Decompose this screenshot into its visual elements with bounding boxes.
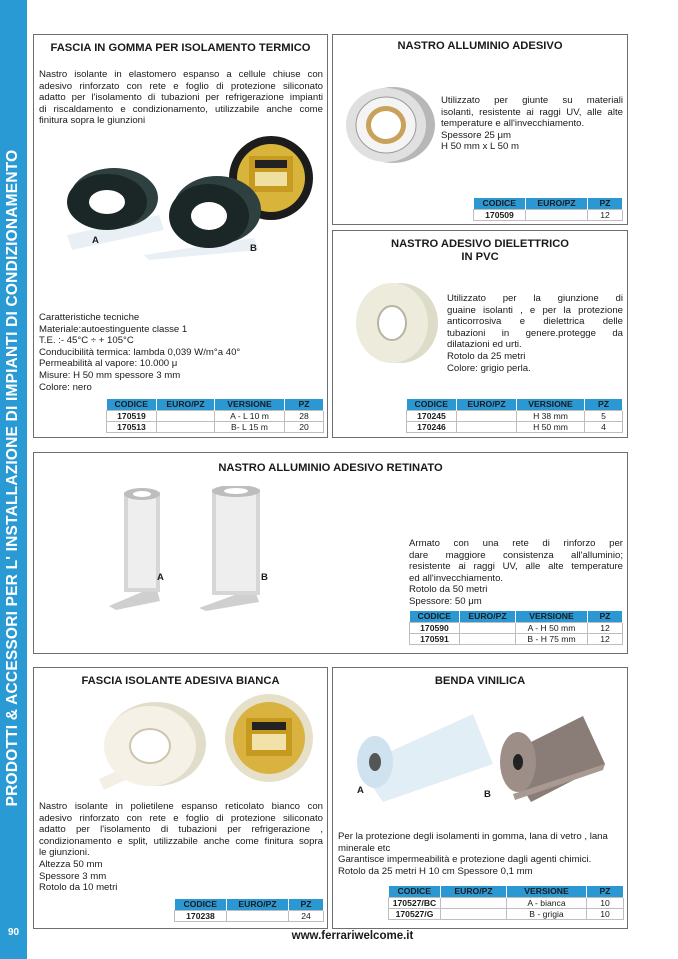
table-row: 170591 B - H 75 mm 12	[410, 633, 623, 644]
product-title: FASCIA IN GOMMA PER ISOLAMENTO TERMICO	[50, 42, 311, 54]
product-table: CODICE EURO/PZ VERSIONE PZ 170590 A - H 50 mm 12 170591 B - H 75 mm 12	[409, 611, 623, 645]
product-title: NASTRO ALLUMINIO ADESIVO	[397, 40, 563, 52]
product-box-nastro-dielettrico	[332, 230, 628, 438]
product-description: Armato con una rete di rinforzo per dare maggiore consistenza all'alluminio; resistente ai raggi UV, alle alte temperature ed all'invecchiamento. Rotolo da 50 metri Spessore: 50 μm	[409, 538, 623, 607]
footer-url[interactable]: www.ferrariwelcome.it	[291, 930, 414, 942]
product-table: CODICE EURO/PZ PZ 170509 12	[473, 198, 623, 221]
product-image-rubber-rolls	[39, 130, 324, 260]
image-label-a: A	[92, 235, 99, 246]
product-image-aluminium-roll	[338, 75, 438, 175]
table-row: 170238 24	[175, 910, 324, 921]
table-row: 170527/BC A - bianca 10	[389, 897, 624, 908]
product-table: CODICE EURO/PZ VERSIONE PZ 170527/BC A - bianca 10 170527/G B - grigia 10	[388, 886, 624, 920]
table-row: 170527/G B - grigia 10	[389, 908, 624, 919]
table-row: 170590 A - H 50 mm 12	[410, 622, 623, 633]
technical-specs: Caratteristiche tecniche Materiale:autoestinguente classe 1 T.E. :- 45°C ÷ + 105°C Conducibilità termica: lambda 0,039 W/m°a 40° Permeabilità al vapore: 10.000 μ Misure: H 50 mm spessore 3 mm Colore: nero	[39, 312, 241, 393]
sidebar-band	[0, 0, 27, 959]
product-title: FASCIA ISOLANTE ADESIVA BIANCA	[81, 675, 280, 687]
table-row: 170509 12	[474, 209, 623, 220]
product-title: NASTRO ADESIVO DIELETTRICO IN PVC	[391, 238, 569, 263]
image-label-a: A	[157, 572, 164, 583]
product-description: Per la protezione degli isolamenti in gomma, lana di vetro , lana minerale etc Garantisce impermeabilità e protezione dagli agenti chimici. Rotolo da 25 metri H 10 cm Spessore 0,1 mm	[338, 831, 608, 877]
product-box-fascia-bianca	[33, 667, 328, 929]
table-row: 170245 H 38 mm 5	[407, 410, 623, 421]
product-table: CODICE EURO/PZ VERSIONE PZ 170519 A - L 10 m 28 170513 B- L 15 m 20	[106, 399, 324, 433]
image-label-a: A	[357, 785, 364, 796]
product-description: Nastro isolante in polietilene espanso reticolato bianco con adesivo rinforzato con rete e foglio di protezione siliconato adatto per l'isolamento di tubazioni per refrigerazione , condizionamento e split, utilizzabile anche come finitura sopra le giunzioni. Altezza 50 mm Spessore 3 mm Rotolo da 10 metri	[39, 801, 323, 894]
product-table: CODICE EURO/PZ VERSIONE PZ 170245 H 38 mm 5 170246 H 50 mm 4	[406, 399, 623, 433]
product-description: Utilizzato per giunte su materiali isolanti, resistente ai raggi UV, alle alte temperature e all'invecchiamento. Spessore 25 μm H 50 mm x L 50 m	[441, 95, 623, 153]
product-box-nastro-alluminio	[332, 34, 628, 225]
product-description: Utilizzato per la giunzione di guaine isolanti , e per la protezione anticorrosiva e dielettrica delle tubazioni in genere.protegge da dilatazioni ed urti. Rotolo da 25 metri Colore: grigio perla.	[447, 293, 623, 374]
image-label-b: B	[484, 789, 491, 800]
product-box-benda-vinilica	[332, 667, 628, 929]
product-title: NASTRO ALLUMINIO ADESIVO RETINATO	[218, 462, 443, 474]
image-label-b: B	[250, 243, 257, 254]
table-row: 170246 H 50 mm 4	[407, 421, 623, 432]
product-title: BENDA VINILICA	[434, 675, 526, 687]
page-number: 90	[7, 927, 20, 938]
product-image-vinyl-rolls	[353, 704, 613, 804]
sidebar-title: PRODOTTI & ACCESSORI PER L' INSTALLAZIONE DI IMPIANTI DI CONDIZIONAMENTO	[4, 149, 21, 807]
product-image-reinforced-rolls	[104, 486, 274, 611]
product-image-pvc-roll	[348, 279, 443, 367]
table-row: 170519 A - L 10 m 28	[107, 410, 324, 421]
image-label-b: B	[261, 572, 268, 583]
product-description: Nastro isolante in elastomero espanso a cellule chiuse con adesivo rinforzato con rete e foglio di protezione siliconato adatto per l'isolamento di tubazioni per refrigerazione impianti di riscaldamento e condizionamento, utilizzabile anche come finitura sopra le giunzioni	[39, 69, 323, 127]
table-row: 170513 B- L 15 m 20	[107, 421, 324, 432]
product-box-nastro-retinato	[33, 452, 628, 654]
product-box-fascia-gomma	[33, 34, 328, 438]
product-image-white-rolls	[94, 694, 314, 794]
product-table: CODICE EURO/PZ PZ 170238 24	[174, 899, 324, 922]
